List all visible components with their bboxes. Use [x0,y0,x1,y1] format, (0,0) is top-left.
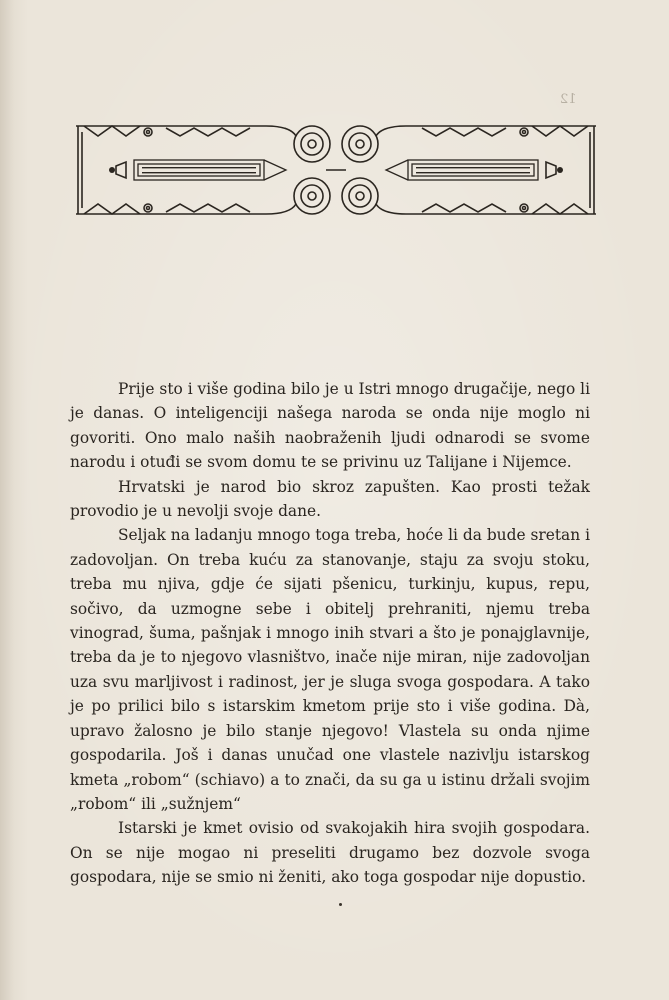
decorative-header-ornament [76,122,596,218]
ink-speck [339,903,342,906]
paragraph-3: Seljak na ladanju mnogo toga treba, hoće li da bude sretan i zadovoljan. On treba kuću za stanovanje, staju za svoju stoku, treba mu njiva, gdje će sijati pšenicu, turkinju, kupus, repu, sočivo, da uzmogne sebe i obitelj prehraniti, njemu treba vinograd, šuma, pašnjak i mnogo inih stvari a što je ponajglavnije, treba da je to njegovo vlasništvo, inače nije miran, nije zadovoljan uza svu marljivost i radinost, jer je sluga svoga gospodara. A tako je po prilici bilo s istarskim kmetom prije sto i više godina. Dà, upravo žalosno je bilo stanje njegovo! Vlastela su onda njime gospodarila. Još i danas unučad one vlastele nazivlju istarskog kmeta „robom“ (schiavo) a to znači, da su ga u istinu držali svojim „robom“ ili „sužnjem“ [70,526,590,813]
paragraph-4: Istarski je kmet ovisio od svakojakih hira svojih gospodara. On se nije mogao ni preseliti drugamo bez dozvole svoga gospodara, nije se smio ni ženiti, ako toga gospodar nije dopustio. [70,819,590,887]
show-through-page-number: 12 [560,92,577,107]
paragraph-1: Prije sto i više godina bilo je u Istri mnogo drugačije, nego li je danas. O inteligenciji našega naroda se onda nije moglo ni govoriti. Ono malo naših naobraženih ljudi odnarodi se svome narodu i otuđi se svom domu te se privinu uz Talijane i Nijemce. [70,380,590,472]
body-text [70,377,590,890]
paragraph-2: Hrvatski je narod bio skroz zapušten. Kao prosti težak provodio je u nevolji svoje dane. [70,477,590,521]
